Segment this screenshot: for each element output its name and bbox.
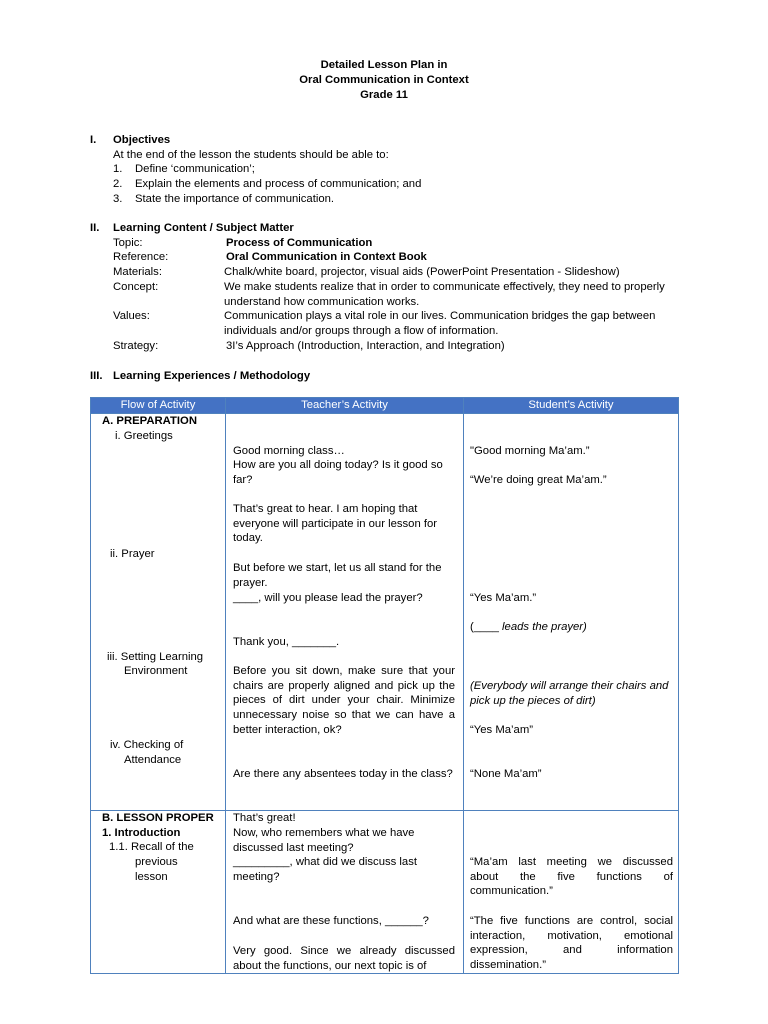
objective-num-1: 1. [113,163,123,175]
reference-label: Reference: [113,251,169,263]
student-yes-maam-prayer: “Yes Ma’am.” [470,592,537,604]
student-yes-maam: “Yes Ma’am” [470,724,533,736]
header-teacher: Teacher’s Activity [226,398,464,414]
teacher-hoping: That’s great to hear. I am hoping that everyone will participate in our lesson for today. [233,503,438,545]
objective-item-2: Explain the elements and process of communication; and [135,178,422,190]
flow-checking-line1: iv. Checking of [110,739,184,751]
doc-title: Detailed Lesson Plan in [320,59,448,71]
flow-recall-line1: 1.1. Recall of the [109,841,194,853]
strategy-value: 3I’s Approach (Introduction, Interaction, and Integration) [226,340,505,352]
teacher-what-functions: And what are these functions, ______? [233,915,429,927]
values-label: Values: [113,310,150,322]
objective-item-3: State the importance of communication. [135,193,335,205]
flow-greetings: i. Greetings [115,430,173,442]
flow-introduction: 1. Introduction [102,827,181,839]
teacher-thank-you: Thank you, _______. [233,636,340,648]
strategy-label: Strategy: [113,340,159,352]
topic-label: Topic: [113,237,143,249]
objective-num-2: 2. [113,178,123,190]
header-flow: Flow of Activity [91,398,226,414]
teacher-greeting: Good morning class… [233,445,345,457]
teacher-how-are-you: How are you all doing today? Is it good so far? [233,459,443,486]
experiences-numeral: III. [90,370,103,382]
reference-value: Oral Communication in Context Book [226,251,427,263]
objectives-intro: At the end of the lesson the students should be able to: [113,149,389,161]
prep-section-title: A. PREPARATION [102,415,197,427]
table-row-lesson-proper [91,811,679,974]
flow-recall-line3: lesson [135,871,168,883]
concept-value: We make students realize that in order to communicate effectively, they need to properly understand how communication works. [224,281,665,308]
teacher-chairs-instruction: Before you sit down, make sure that your chairs are properly aligned and pick up the pieces of dirt under your chair. Minimize unnecessary noise so that we can have a better interaction, ok? [233,665,455,736]
materials-label: Materials: [113,266,162,278]
concept-label: Concept: [113,281,159,293]
student-functions-list: “The five functions are control, social interaction, motivation, emotional expression, and information dissemination.” [470,915,673,972]
student-leads-prayer-blank: (____ [470,621,503,633]
table-row-preparation [91,414,679,811]
lesson-teacher-cell [226,811,464,974]
flow-checking-line2: Attendance [124,754,182,766]
teacher-next-topic: Very good. Since we already discussed about the functions, our next topic is of [233,945,455,972]
student-doing-great: “We’re doing great Ma’am.” [470,474,607,486]
activity-table [90,397,679,974]
student-arrange-chairs: (Everybody will arrange their chairs and pick up the pieces of dirt) [470,680,669,707]
table-header-row [91,398,679,414]
topic-value: Process of Communication [226,237,373,249]
header-student: Student’s Activity [464,398,679,414]
content-title: Learning Content / Subject Matter [113,222,294,234]
teacher-absentees: Are there any absentees today in the class? [233,768,453,780]
lesson-section-title: B. LESSON PROPER [102,812,214,824]
teacher-what-discussed: _________, what did we discuss last meeting? [233,856,418,883]
materials-value: Chalk/white board, projector, visual aids (PowerPoint Presentation - Slideshow) [224,266,620,278]
lesson-flow-cell [91,811,226,974]
doc-subject: Oral Communication in Context [299,74,469,86]
flow-setting-line2: Environment [124,665,188,677]
content-numeral: II. [90,222,100,234]
flow-recall-line2: previous [135,856,178,868]
objectives-numeral: I. [90,134,97,146]
flow-setting-line1: iii. Setting Learning [107,651,204,663]
objectives-title: Objectives [113,134,171,146]
teacher-thats-great: That’s great! [233,812,296,824]
doc-grade: Grade 11 [360,89,408,101]
student-none-maam: “None Ma’am” [470,768,542,780]
teacher-prayer-intro: But before we start, let us all stand for the prayer. [233,562,442,589]
values-value: Communication plays a vital role in our lives. Communication bridges the gap between individuals and/or groups through a flow of information. [224,310,656,337]
student-leads-prayer [470,620,587,635]
lesson-student-cell [464,811,679,974]
prep-student-cell [464,414,679,811]
objective-item-1: Define ‘communication’; [135,163,255,175]
teacher-who-remembers: Now, who remembers what we have discussed last meeting? [233,827,415,854]
prep-teacher-cell [226,414,464,824]
student-good-morning: "Good morning Ma’am.” [470,445,590,457]
prep-flow-cell [91,414,226,811]
objective-num-3: 3. [113,193,123,205]
student-leads-prayer-text: leads the prayer) [502,621,587,633]
teacher-lead-prayer: ____, will you please lead the prayer? [233,592,423,604]
flow-prayer: ii. Prayer [110,548,155,560]
student-five-functions-recall: “Ma’am last meeting we discussed about the five functions of communication.” [470,856,673,898]
experiences-title: Learning Experiences / Methodology [113,370,311,382]
